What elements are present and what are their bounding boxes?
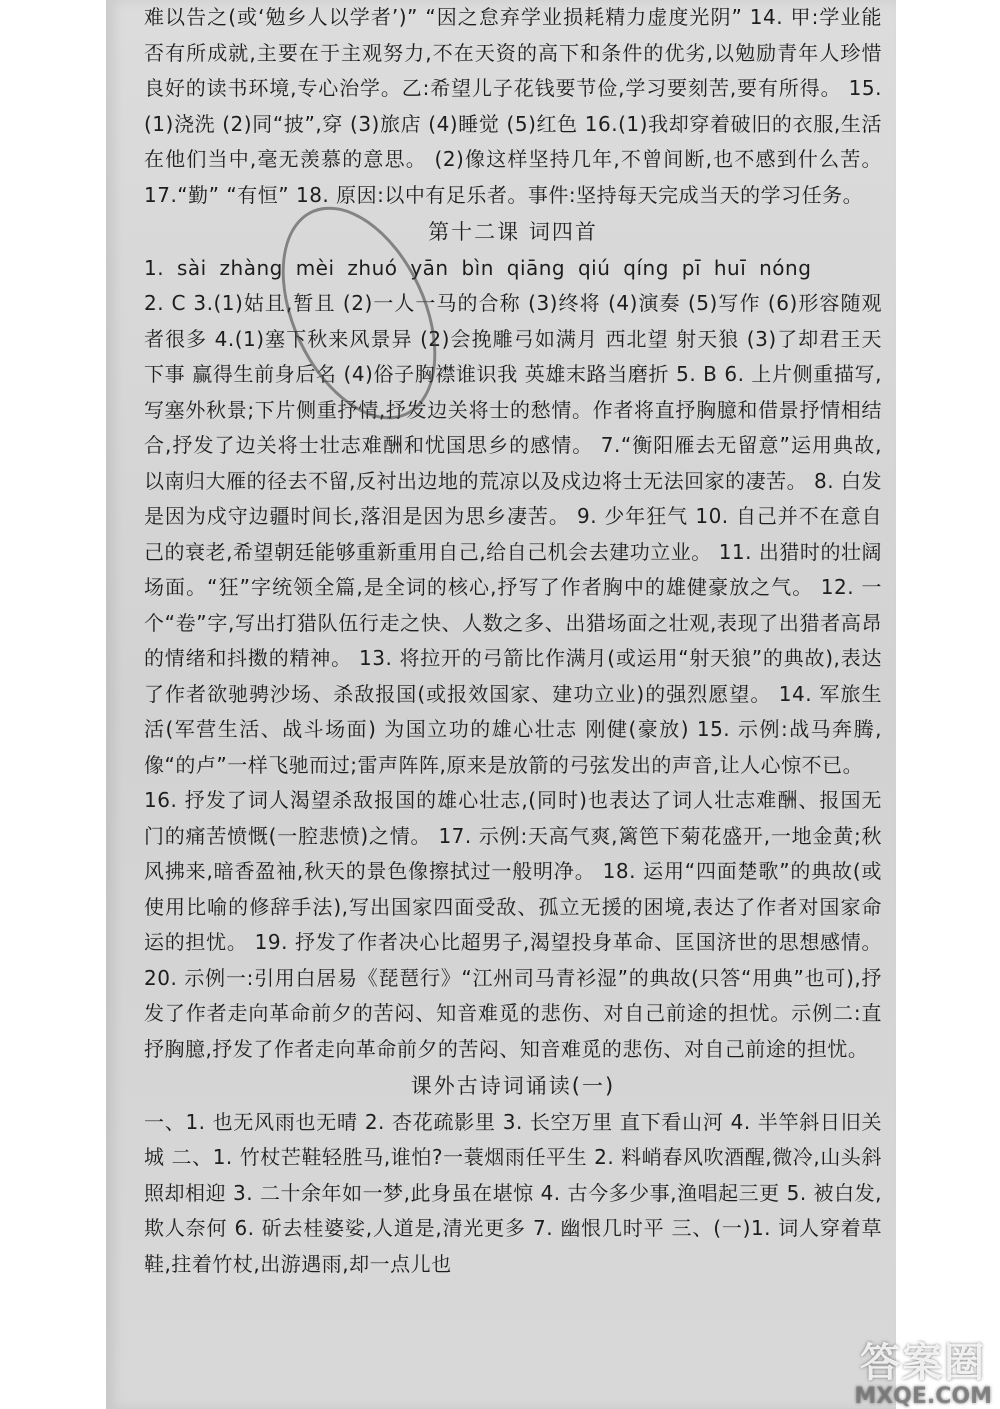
- site-watermark-logo: [854, 1341, 992, 1409]
- heading-lesson-12: 第十二课 词四首: [428, 220, 598, 244]
- watermark-cn: 答案圈: [860, 1339, 987, 1386]
- pinyin-answers: 1. sài zhàng mèi zhuó yān bìn qiāng qiú qíng pī huī nóng: [144, 255, 812, 280]
- page-content: [144, 0, 882, 1282]
- answer-paragraph-lesson12-1: 2. C 3.(1)姑且,暂且 (2)一人一马的合称 (3)终将 (4)演奏 (5)写作 (6)形容随观者很多 4.(1)塞下秋来风景异 (2)会挽雕弓如满月 西北望 射天狼 (3)了却君王天下事 赢得生前身后名 (4)俗子胸襟谁识我 英雄末路当磨折 5. B 6. 上片侧重描写,写塞外秋景;下片侧重抒情,抒发边关将士的愁情。作者将直抒胸臆和借景抒情相结合,抒发了边关将士壮志难酬和忧国思乡的感情。 7.“衡阳雁去无留意”运用典故,以南归大雁的径去不留,反衬出边地的荒凉以及戍边将士无法回家的凄苦。 8. 白发是因为戍守边疆时间长,落泪是因为思乡凄苦。 9. 少年狂气 10. 自己并不在意自己的衰老,希望朝廷能够重新重用自己,给自己机会去建功立业。 11. 出猎时的壮阔场面。“狂”字统领全篇,是全词的核心,抒写了作者胸中的雄健豪放之气。 12. 一个“卷”字,写出打猎队伍行走之快、人数之多、出猎场面之壮观,表现了出猎者高昂的情绪和抖擞的精神。 13. 将拉开的弓箭比作满月(或运用“射天狼”的典故),表达了作者欲驰骋沙场、杀敌报国(或报效国家、建功立业)的强烈愿望。 14. 军旅生活(军营生活、战斗场面) 为国立功的雄心壮志 刚健(豪放) 15. 示例:战马奔腾,像“的卢”一样飞驰而过;雷声阵阵,原来是放箭的弓弦发出的声音,让人心惊不已。: [144, 291, 882, 777]
- watermark-en: MXQE.COM: [854, 1383, 992, 1409]
- answer-paragraph-lesson12-2: 16. 抒发了词人渴望杀敌报国的雄心壮志,(同时)也表达了词人壮志难酬、报国无门的痛苦愤慨(一腔悲愤)之情。 17. 示例:天高气爽,篱笆下菊花盛开,一地金黄;秋风拂来,暗香盈袖,秋天的景色像擦拭过一般明净。 18. 运用“四面楚歌”的典故(或使用比喻的修辞手法),写出国家四面受敌、孤立无援的困境,表达了作者对国家命运的担忧。 19. 抒发了作者决心比超男子,渴望投身革命、匡国济世的思想感情。 20. 示例一:引用白居易《琵琶行》“江州司马青衫湿”的典故(只答“用典”也可),抒发了作者走向革命前夕的苦闷、知音难觅的悲伤、对自己前途的担忧。示例二:直抒胸臆,抒发了作者走向革命前夕的苦闷、知音难觅的悲伤、对自己前途的担忧。: [144, 788, 882, 1061]
- book-page: [106, 0, 896, 1409]
- heading-extra-poems: 课外古诗词诵读(一): [410, 1074, 616, 1098]
- answer-paragraph-extra: 一、1. 也无风雨也无晴 2. 杏花疏影里 3. 长空万里 直下看山河 4. 半竿斜日旧关城 二、1. 竹杖芒鞋轻胜马,谁怕?一蓑烟雨任平生 2. 料峭春风吹酒醒,微冷,山头斜照却相迎 3. 二十余年如一梦,此身虽在堪惊 4. 古今多少事,渔唱起三更 5. 被白发,欺人奈何 6. 斫去桂婆娑,人道是,清光更多 7. 幽恨几时平 三、(一)1. 词人穿着草鞋,拄着竹杖,出游遇雨,却一点儿也: [144, 1109, 882, 1276]
- answer-paragraph-top: 难以告之(或‘勉乡人以学者’)” “因之怠弃学业损耗精力虚度光阴” 14. 甲:学业能否有所成就,主要在于主观努力,不在天资的高下和条件的优劣,以勉励青年人珍惜良好的读书环境,专心治学。乙:希望儿子花钱要节俭,学习要刻苦,要有所得。 15.(1)浇洗 (2)同“披”,穿 (3)旅店 (4)睡觉 (5)红色 16.(1)我却穿着破旧的衣服,生活在他们当中,毫无羡慕的意思。 (2)像这样坚持几年,不曾间断,也不感到什么苦。 17.“勤” “有恒” 18. 原因:以中有足乐者。事件:坚持每天完成当天的学习任务。: [144, 5, 882, 207]
